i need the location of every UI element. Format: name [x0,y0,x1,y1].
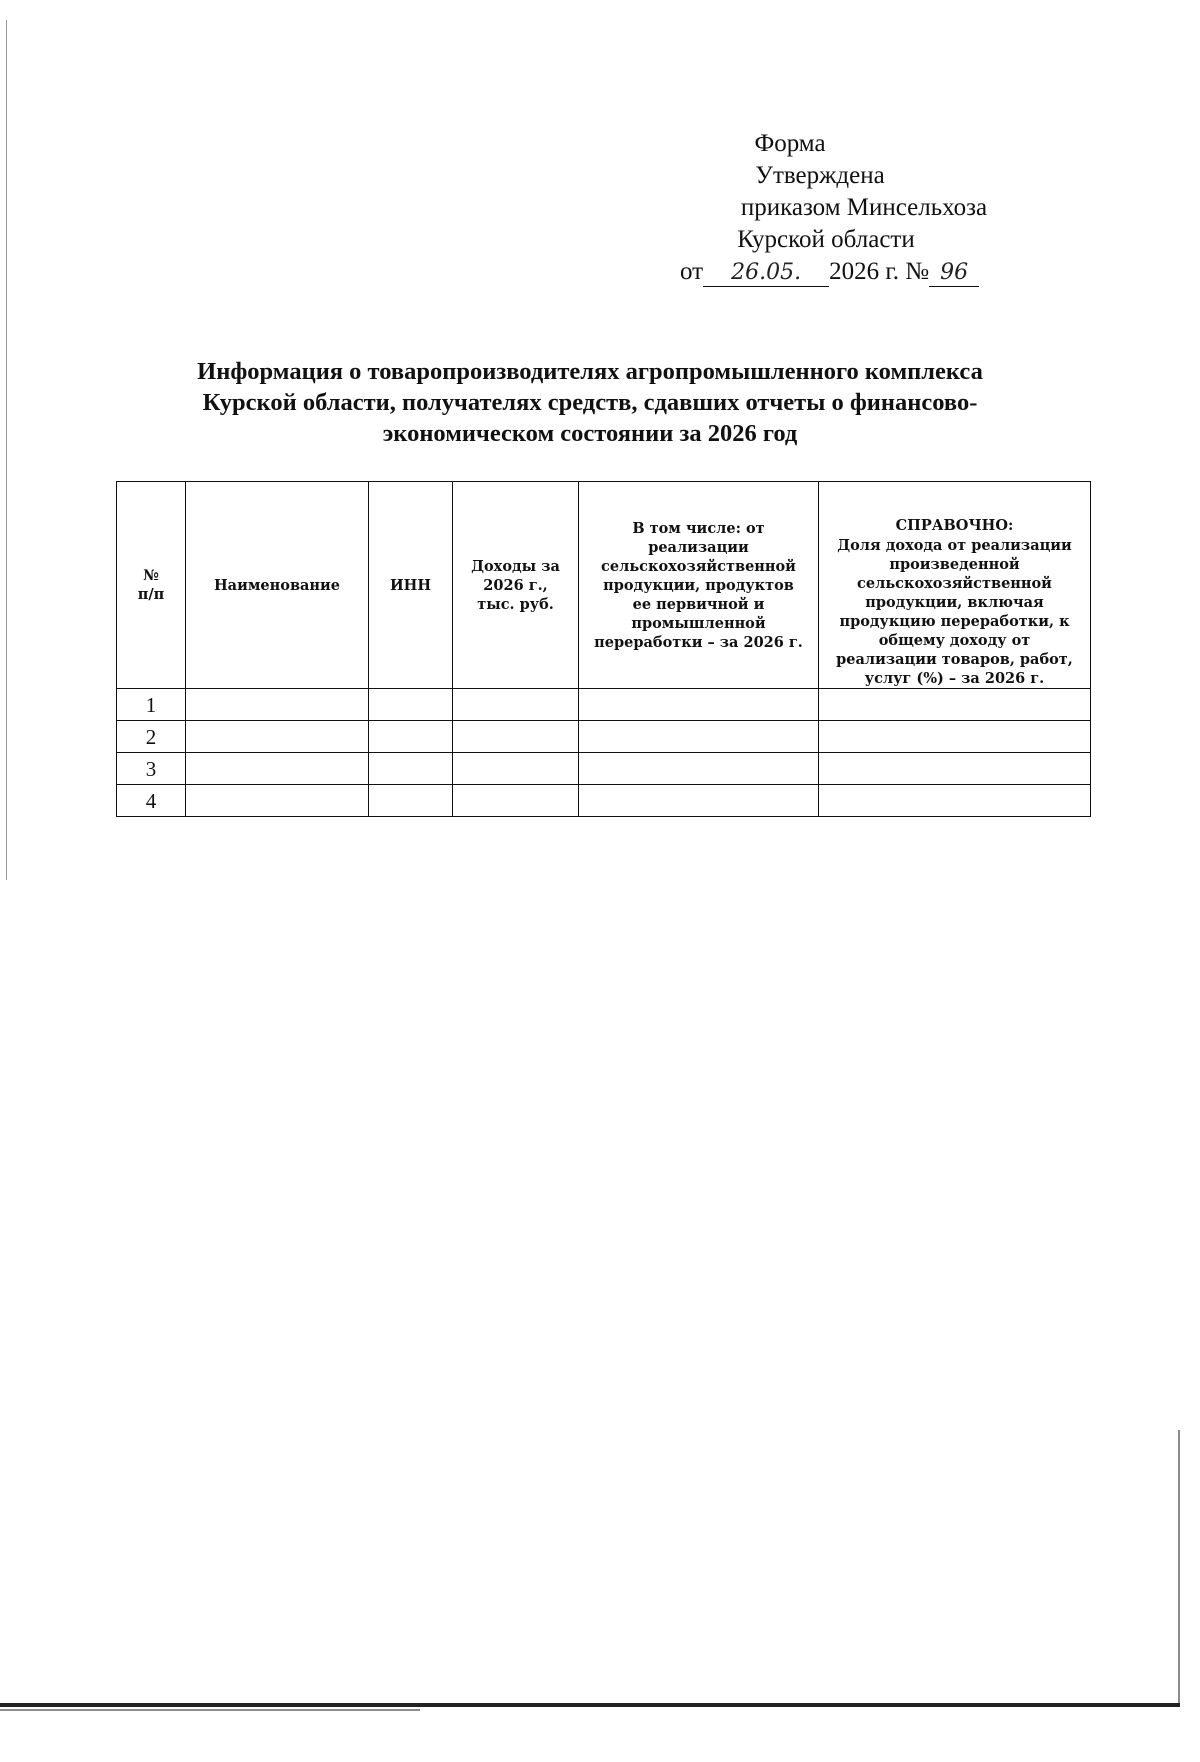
cell-income-share [819,753,1091,785]
header-income [453,482,579,689]
cell-agri-income [579,721,819,753]
header-num [117,482,186,689]
cell-name [186,689,369,721]
title-line-1: Информация о товаропроизводителях агропромышленного комплекса [197,358,983,385]
cell-agri-income [579,689,819,721]
approval-approved-label: Утверждена [755,162,885,189]
cell-agri-income [579,785,819,817]
header-income-line: 2026 г., [483,576,548,594]
header-share-line: Доля дохода от реализации [837,537,1072,554]
header-share-line: произведенной [889,556,1020,573]
approval-date-line [680,256,979,288]
scan-bottom-line [0,1703,1180,1707]
cell-name [186,721,369,753]
cell-inn [369,753,453,785]
cell-inn [369,721,453,753]
header-share-line: продукцию переработки, к [839,613,1070,630]
approval-form-label: Форма [754,130,826,157]
cell-num: 1 [117,689,186,721]
scan-edge-left [6,20,7,880]
header-share-line: общему доходу от [878,632,1031,649]
header-share-line: услуг (%) – за 2026 г. [864,670,1045,687]
title-line-2: Курской области, получателях средств, сдавших отчеты о финансово- [202,389,978,416]
header-share-line: реализации товаров, работ, [836,651,1073,668]
cell-name [186,785,369,817]
approval-date-field: 26.05. [703,260,829,287]
header-share-line: сельскохозяйственной [857,575,1052,592]
cell-income [453,753,579,785]
header-agri-line: промышленной [631,614,766,632]
approval-region-label: Курской области [737,226,915,253]
cell-income [453,689,579,721]
approval-block [680,128,1080,285]
approval-number-field: 96 [929,260,979,287]
header-agri-income [579,482,819,689]
header-inn: ИНН [369,482,453,689]
header-income-share [819,482,1091,689]
cell-income [453,721,579,753]
header-agri-line: В том числе: от [632,519,765,537]
header-income-line: Доходы за [471,557,560,575]
table-row [117,753,1091,785]
approval-date-prefix: от [680,258,704,285]
cell-inn [369,785,453,817]
header-agri-line: реализации [648,538,749,556]
report-table [116,481,1091,817]
header-agri-line: ее первичной и [632,595,765,613]
cell-inn [369,689,453,721]
document-title [110,356,1070,449]
header-num-line: п/п [137,586,165,603]
table-header-row [117,482,1091,689]
cell-income-share [819,785,1091,817]
cell-income-share [819,689,1091,721]
cell-name [186,753,369,785]
header-agri-line: продукции, продуктов [603,576,794,594]
header-agri-line: переработки – за 2026 г. [594,633,803,651]
table-row [117,785,1091,817]
approval-year-suffix: 2026 г. № [829,258,930,285]
header-agri-line: сельскохозяйственной [601,557,796,575]
cell-income-share [819,721,1091,753]
header-income-line: тыс. руб. [477,595,554,613]
header-share-line: продукции, включая [865,594,1044,611]
header-name: Наименование [186,482,369,689]
cell-income [453,785,579,817]
scan-edge-right [1178,1430,1180,1705]
cell-num: 3 [117,753,186,785]
table-row [117,689,1091,721]
cell-agri-income [579,753,819,785]
approval-order-label: приказом Минсельхоза [740,194,988,221]
table-row [117,721,1091,753]
scan-bottom-line-faint [0,1709,420,1711]
title-line-3: экономическом состоянии за 2026 год [382,420,798,447]
cell-num: 4 [117,785,186,817]
cell-num: 2 [117,721,186,753]
header-num-line: № [143,567,159,584]
header-share-caption: СПРАВОЧНО: [895,517,1014,534]
